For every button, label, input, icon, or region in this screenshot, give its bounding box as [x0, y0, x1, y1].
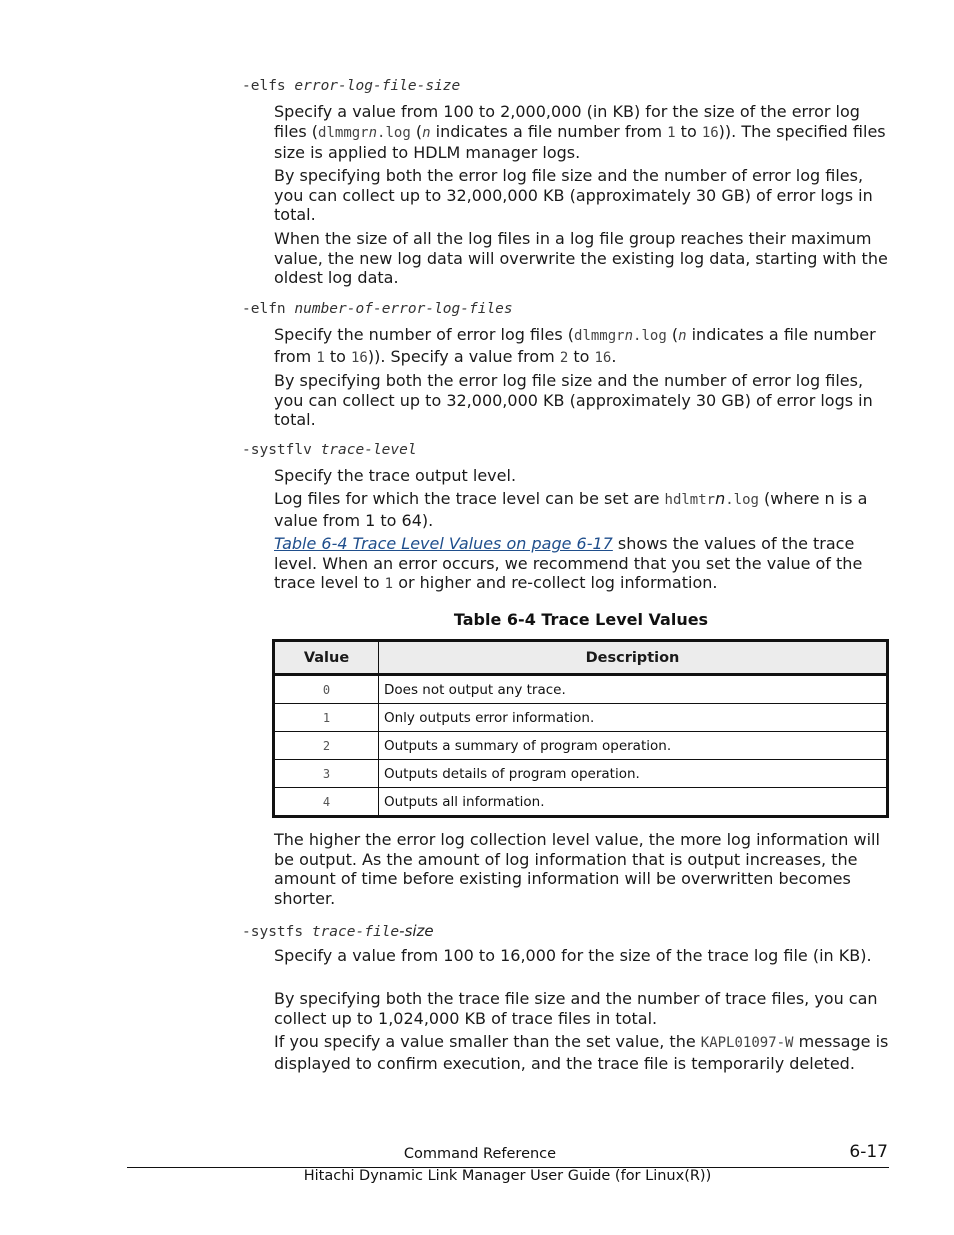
trace-level-table — [272, 639, 889, 818]
footer-book-title: Hitachi Dynamic Link Manager User Guide (for Linux(R)) — [303, 1168, 712, 1184]
column-header-value: Value — [274, 641, 379, 675]
trace-level-value: 2 — [274, 732, 379, 760]
trace-level-description: Does not output any trace. — [379, 675, 888, 704]
option-argument: error-log-file-size — [294, 78, 461, 94]
option-name: -elfn — [242, 301, 286, 317]
table-caption: Table 6-4 Trace Level Values — [453, 610, 709, 629]
elfs-total-note: By specifying both the error log file size and the number of error log files, you can collect up to 32,000,000 KB (approximately 30 GB) of error logs in total. — [274, 166, 873, 225]
elfs-description: Specify a value from 100 to 2,000,000 (in KB) for the size of the error log files (dlmmgrn.log (n indicates a file number from 1 to 16)). The specified files size is applied to HDLM manager logs. — [274, 102, 886, 163]
trace-level-value: 1 — [274, 704, 379, 732]
systflv-table-reference: Table 6-4 Trace Level Values on page 6-17 shows the values of the trace level. When an error occurs, we recommend that you set the value of the trace level to 1 or higher and re-collect log information. — [274, 534, 863, 593]
option-name: -systfs — [242, 924, 304, 940]
option-argument: number-of-error-log-files — [294, 301, 513, 317]
table-row — [274, 732, 888, 760]
systfs-smaller-value-note: If you specify a value smaller than the set value, the KAPL01097-W message is displayed to confirm execution, and the trace file is temporarily deleted. — [274, 1032, 889, 1073]
table-row — [274, 760, 888, 788]
systfs-total-note: By specifying both the trace file size and the number of trace files, you can collect up to 1,024,000 KB of trace files in total. — [274, 989, 878, 1028]
systflv-log-files: Log files for which the trace level can be set are hdlmtrn.log (where n is a value from 1 to 64). — [274, 489, 868, 530]
elfn-description: Specify the number of error log files (dlmmgrn.log (n indicates a file number from 1 to 16)). Specify a value from 2 to 16. — [274, 325, 876, 366]
option-elfn — [242, 301, 513, 317]
elfs-overwrite-note: When the size of all the log files in a log file group reaches their maximum value, the new log data will overwrite the existing log data, starting with the oldest log data. — [274, 229, 888, 288]
option-argument: trace-level — [320, 442, 417, 458]
footer-section-title: Command Reference — [403, 1146, 557, 1162]
option-systfs: -systfs trace-file-size — [242, 922, 434, 940]
table-row — [274, 704, 888, 732]
systfs-description: Specify a value from 100 to 16,000 for the size of the trace log file (in KB). — [274, 946, 872, 965]
table-row — [274, 788, 888, 817]
table-row — [274, 675, 888, 704]
systflv-description: Specify the trace output level. — [274, 466, 517, 485]
page-number: 6-17 — [849, 1142, 888, 1162]
option-name: -elfs — [242, 78, 286, 94]
option-argument: trace-file — [311, 924, 400, 940]
trace-level-value: 0 — [274, 675, 379, 704]
column-header-description: Description — [379, 641, 888, 675]
trace-level-description: Only outputs error information. — [379, 704, 888, 732]
elfn-total-note: By specifying both the error log file size and the number of error log files, you can collect up to 32,000,000 KB (approximately 30 GB) of error logs in total. — [274, 371, 873, 430]
trace-level-value: 4 — [274, 788, 379, 817]
table-link[interactable]: Table 6-4 Trace Level Values on page 6-17 — [274, 534, 613, 553]
trace-level-value: 3 — [274, 760, 379, 788]
option-systflv — [242, 442, 417, 458]
trace-level-description: Outputs a summary of program operation. — [379, 732, 888, 760]
trace-level-description: Outputs details of program operation. — [379, 760, 888, 788]
systflv-output-note: The higher the error log collection level value, the more log information will be output. As the amount of log information that is output increases, the amount of time before existing information will be overwritten becomes shorter. — [274, 830, 880, 909]
option-name: -systflv — [242, 442, 312, 458]
trace-level-description: Outputs all information. — [379, 788, 888, 817]
option-elfs — [242, 78, 460, 94]
